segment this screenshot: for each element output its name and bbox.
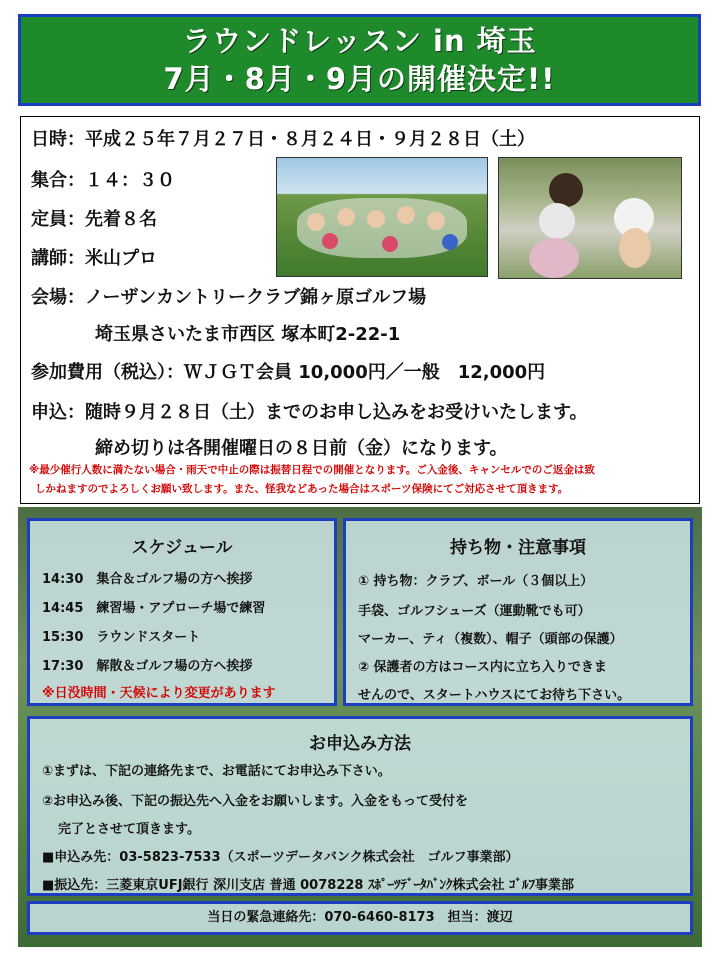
schedule-item: 14:45 練習場・アプローチ場で練習: [42, 601, 266, 616]
belongings-line: せんので、スタートハウスにてお待ち下さい。: [358, 688, 631, 703]
address-line: 埼玉県さいたま市西区 塚本町2-22-1: [95, 324, 401, 345]
schedule-item: 15:30 ラウンドスタート: [42, 630, 201, 645]
title-banner: [18, 14, 701, 106]
belongings-line: ② 保護者の方はコース内に立ち入りできま: [358, 660, 607, 675]
apply-line-1: 申込：随時９月２８日（土）までのお申し込みをお受けいたします。: [31, 402, 588, 423]
title-line-2: 7月・8月・9月の開催決定!!: [163, 62, 556, 96]
belongings-line: マーカー、ティ（複数）、帽子（頭部の保護）: [358, 632, 623, 647]
venue-line: 会場：ノーザンカントリークラブ錦ヶ原ゴルフ場: [31, 287, 427, 308]
schedule-panel: [27, 518, 337, 706]
instructor-line: 講師：米山プロ: [31, 248, 157, 269]
schedule-note: ※日没時間・天候により変更があります: [42, 686, 276, 701]
apply-line-2: 締め切りは各開催曜日の８日前（金）になります。: [95, 438, 508, 459]
application-line: ②お申込み後、下記の振込先へ入金をお願いします。入金をもって受付を: [42, 794, 468, 809]
bank-line: ■振込先：三菱東京UFJ銀行 深川支店 普通 0078228 ｽﾎﾟｰﾂﾃﾞｰﾀﾊﾞﾝｸ株式会社 ｺﾞﾙﾌ事業部: [42, 878, 575, 893]
belongings-line: 手袋、ゴルフシューズ（運動靴でも可）: [358, 604, 591, 619]
schedule-item: 17:30 解散＆ゴルフ場の方へ挨拶: [42, 659, 253, 674]
note-line-2: しかねますのでよろしくお願い致します。また、怪我などあった場合はスポーツ保険にてご対応させて頂きます。: [35, 483, 569, 495]
schedule-item: 14:30 集合＆ゴルフ場の方へ挨拶: [42, 572, 253, 587]
belongings-line: ① 持ち物：クラブ、ボール（３個以上）: [358, 574, 594, 589]
emergency-contact: 当日の緊急連絡先：070-6460-8173 担当：渡辺: [207, 910, 513, 925]
note-line-1: ※最少催行人数に満たない場合・雨天で中止の際は振替日程での開催となります。ご入金後、キャンセルでのご返金は致: [29, 464, 595, 476]
schedule-title: スケジュール: [131, 538, 233, 558]
capacity-line: 定員：先着８名: [31, 209, 157, 230]
application-line: 完了とさせて頂きます。: [58, 822, 200, 837]
belongings-panel: [343, 518, 693, 706]
emergency-panel: [27, 901, 693, 935]
fee-line: 参加費用（税込）：ＷＪＧＴ会員 10,000円／一般 12,000円: [31, 362, 546, 383]
application-panel: [27, 716, 693, 896]
group-photo: [276, 157, 488, 277]
date-line: 日時：平成２５年７月２７日・８月２４日・９月２８日（土）: [31, 129, 535, 150]
title-line-1: ラウンドレッスン in 埼玉: [182, 24, 537, 58]
info-box: [20, 116, 700, 504]
meet-line: 集合：１４：３０: [31, 170, 175, 191]
application-title: お申込み方法: [309, 734, 411, 754]
lesson-photo: [498, 157, 682, 279]
belongings-title: 持ち物・注意事項: [450, 538, 586, 558]
lower-section: [18, 507, 702, 947]
phone-line: ■申込み先：03-5823-7533（スポーツデータバンク株式会社 ゴルフ事業部）: [42, 850, 519, 865]
application-line: ①まずは、下記の連絡先まで、お電話にてお申込み下さい。: [42, 764, 391, 779]
